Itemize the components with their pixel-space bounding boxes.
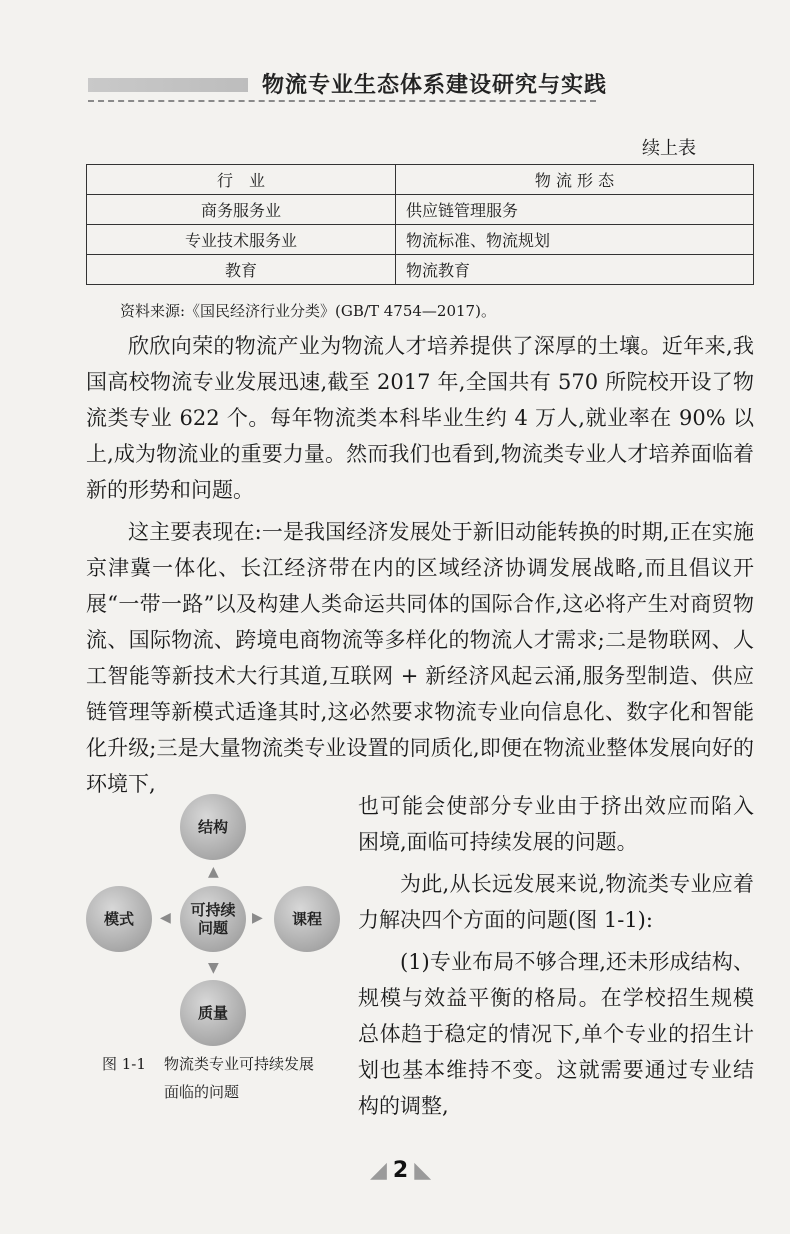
figure-node-structure: 结构 — [180, 794, 246, 860]
arrow-right-icon: ▶ — [252, 910, 263, 926]
arrow-up-icon: ▲ — [208, 864, 219, 880]
triangle-left-icon: ◢ — [370, 1158, 387, 1183]
table-continued-label: 续上表 — [642, 138, 696, 159]
table-row — [87, 255, 754, 285]
table-cell: 物流教育 — [396, 255, 754, 285]
paragraph-2: 这主要表现在:一是我国经济发展处于新旧动能转换的时期,正在实施京津冀一体化、长江经济带在内的区域经济协调发展战略,而且倡议开展“一带一路”以及构建人类命运共同体的国际合作,这必将产生对商贸物流、国际物流、跨境电商物流等多样化的物流人才需求;二是物联网、人工智能等新技术大行其道,互联网 + 新经济风起云涌,服务型制造、供应链管理等新模式适逢其时,这必然要求物流专业向信息化、数字化和智能化升级;三是大量物流类专业设置的同质化,即便在物流业整体发展向好的环境下, — [86, 520, 754, 796]
industry-table — [86, 164, 754, 285]
body-text-block — [86, 328, 754, 802]
right-paragraph-3: (1)专业布局不够合理,还未形成结构、规模与效益平衡的格局。在学校招生规模总体趋于稳定的情况下,单个专业的招生计划也基本维持不变。这就需要通过专业结构的调整, — [358, 950, 754, 1118]
table-header-row — [87, 165, 754, 195]
table-row — [87, 225, 754, 255]
figure-node-center: 可持续 问题 — [180, 886, 246, 952]
table-row — [87, 195, 754, 225]
figure-node-mode: 模式 — [86, 886, 152, 952]
right-column-text — [358, 788, 754, 1124]
triangle-right-icon: ◣ — [414, 1158, 432, 1183]
arrow-left-icon: ◀ — [160, 910, 171, 926]
table-cell: 专业技术服务业 — [87, 225, 396, 255]
table-cell: 供应链管理服务 — [396, 195, 754, 225]
figure-caption-number: 图 1-1 — [102, 1055, 146, 1073]
figure-caption — [102, 1050, 314, 1106]
table-source-note: 资料来源:《国民经济行业分类》(GB/T 4754—2017)。 — [120, 302, 496, 320]
figure-caption-line2: 面临的问题 — [164, 1083, 240, 1101]
arrow-down-icon: ▼ — [208, 960, 219, 976]
table-header-form: 物 流 形 态 — [396, 165, 754, 195]
figure-node-course: 课程 — [274, 886, 340, 952]
table-header-industry: 行 业 — [87, 165, 396, 195]
figure-node-quality: 质量 — [180, 980, 246, 1046]
figure-1-1 — [84, 788, 356, 1108]
header-divider — [88, 100, 596, 102]
table-cell: 物流标准、物流规划 — [396, 225, 754, 255]
header-decor-bar — [88, 78, 248, 92]
right-paragraph-1: 也可能会使部分专业由于挤出效应而陷入困境,面临可持续发展的问题。 — [358, 794, 754, 854]
paragraph-1: 欣欣向荣的物流产业为物流人才培养提供了深厚的土壤。近年来,我国高校物流专业发展迅速,截至 2017 年,全国共有 570 所院校开设了物流类专业 622 个。每年物流类本科毕业生约 4 万人,就业率在 90% 以上,成为物流业的重要力量。然而我们也看到,物流类专业人才培养面临着新的形势和问题。 — [86, 334, 754, 502]
right-paragraph-2: 为此,从长远发展来说,物流类专业应着力解决四个方面的问题(图 1-1): — [358, 872, 754, 932]
running-header-title: 物流专业生态体系建设研究与实践 — [262, 73, 608, 98]
page-number — [370, 1158, 431, 1183]
table-cell: 教育 — [87, 255, 396, 285]
page-number-value: 2 — [392, 1158, 409, 1183]
table-cell: 商务服务业 — [87, 195, 396, 225]
figure-caption-line1: 物流类专业可持续发展 — [164, 1055, 315, 1073]
